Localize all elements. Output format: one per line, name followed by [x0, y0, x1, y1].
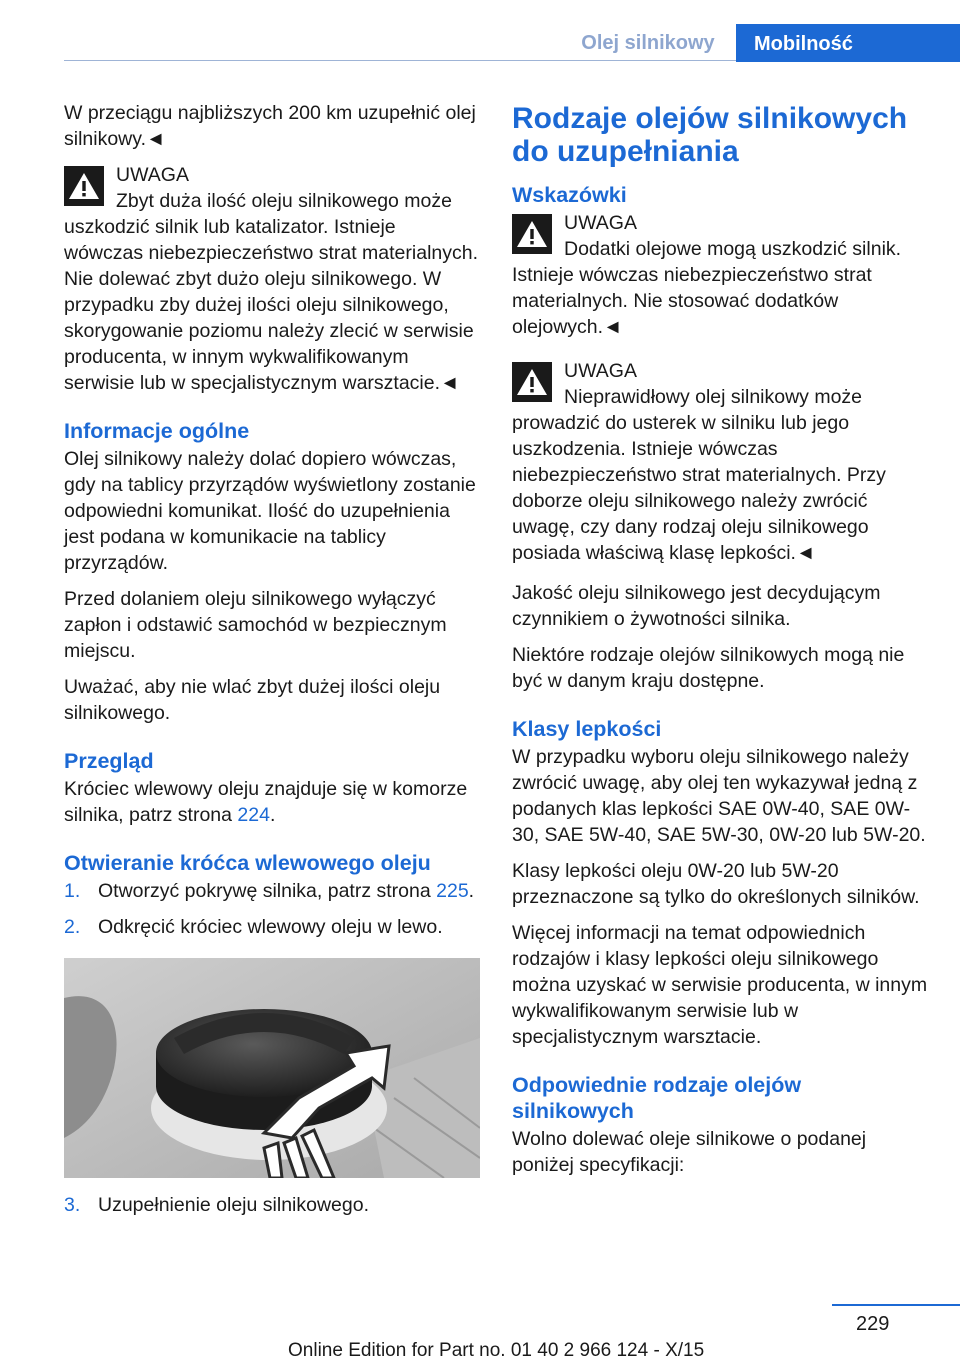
- list-item: 1. Otworzyć pokrywę silnika, patrz strona 225.: [64, 880, 475, 902]
- viscosity-heading: Klasy lepkości: [512, 717, 662, 741]
- overview-heading: Przegląd: [64, 749, 154, 773]
- warning-title: UWAGA: [564, 360, 637, 382]
- suitable-oils-heading: Odpowiednie rodzaje olejów silnikowych: [512, 1073, 802, 1123]
- right-column: [512, 100, 928, 1188]
- general-info-paragraph: Uważać, aby nie wlać zbyt dużej ilości oleju silnikowego.: [64, 676, 441, 724]
- step-number: 2.: [64, 916, 81, 938]
- steps-list-continued: [64, 1192, 478, 1218]
- step-text: Odkręcić króciec wlewowy oleju w lewo.: [98, 916, 443, 938]
- warning-block-2: [512, 210, 928, 340]
- step-number: 3.: [64, 1194, 81, 1216]
- suitable-oils-paragraph: Wolno dolewać oleje silnikowe o podanej poniżej specyfikacji:: [512, 1128, 867, 1176]
- steps-list: [64, 878, 478, 940]
- header-rule: [64, 60, 736, 61]
- header-chapter-tab[interactable]: Mobilność: [736, 24, 960, 62]
- list-item: [64, 914, 478, 940]
- warning-text: Zbyt duża ilość oleju silnikowego może uszkodzić silnik lub katalizator. Istnieje wówczas niebezpieczeństwo strat materialnych. Nie dolewać zbyt dużo oleju silnikowego. W przypadku zby dużej ilości oleju silnikowego, skorygowanie poziomu należy zlecić w serwisie producenta, w innym wykwalifikowanym serwisie lub w specjalistycznym warsztacie.◄: [64, 190, 479, 394]
- viscosity-paragraph: Klasy lepkości oleju 0W-20 lub 5W-20 przeznaczone są tylko do określonych silników.: [512, 860, 920, 908]
- warning-icon: [64, 166, 104, 206]
- availability-paragraph: Niektóre rodzaje olejów silnikowych mogą nie być w danym kraju dostępne.: [512, 644, 905, 692]
- warning-icon: [512, 362, 552, 402]
- quality-paragraph: Jakość oleju silnikowego jest decydującym czynnikiem o żywotności silnika.: [512, 582, 881, 630]
- viscosity-paragraph: Więcej informacji na temat odpowiednich rodzajów i klasy lepkości oleju silnikowego można uzyskać w serwisie producenta, w innym wykwalifikowanym serwisie lub w specjalistycznym warsztacie.: [512, 922, 928, 1048]
- hints-heading: Wskazówki: [512, 183, 627, 207]
- warning-block-1: [64, 162, 478, 396]
- warning-icon: [512, 214, 552, 254]
- warning-text: Dodatki olejowe mogą uszkodzić silnik. Istnieje wówczas niebezpieczeństwo strat materialnych. Nie stosować dodatków olejowych.◄: [512, 238, 902, 338]
- list-item: [64, 1192, 478, 1218]
- left-column: [64, 100, 478, 1228]
- viscosity-paragraph: W przypadku wyboru oleju silnikowego należy zwrócić uwagę, aby olej ten wykazywał jedną z podanych klas lepkości SAE 0W-40, SAE 0W-30, SAE 5W-40, SAE 5W-30, 0W-20 lub 5W-20.: [512, 746, 926, 846]
- general-info-paragraph: Przed dolaniem oleju silnikowego wyłączyć zapłon i odstawić samochód w bezpiecznym miejscu.: [64, 588, 447, 662]
- intro-text: W przeciągu najbliższych 200 km uzupełnić olej silnikowy.◄: [64, 102, 476, 150]
- edition-note: Online Edition for Part no. 01 40 2 966 124 - X/15: [288, 1340, 705, 1361]
- overview-paragraph: Króciec wlewowy oleju znajduje się w komorze silnika, patrz strona 224.: [64, 778, 468, 826]
- page-link-225[interactable]: 225: [436, 880, 469, 902]
- step-number: 1.: [64, 880, 81, 902]
- footer-rule: [832, 1304, 960, 1306]
- warning-text: Nieprawidłowy olej silnikowy może prowadzić do usterek w silniku lub jego uszkodzenia. Istnieje wówczas niebezpieczeństwo strat materialnych. Przy doborze oleju silnikowego należy zwrócić uwagę, czy dany rodzaj oleju silnikowego posiada właściwą klasę lepkości.◄: [512, 386, 886, 564]
- step-text: Otworzyć pokrywę silnika, patrz strona: [98, 880, 431, 902]
- oil-filler-cap-photo: [64, 958, 480, 1178]
- page-number: 229: [856, 1313, 890, 1335]
- section-title: Rodzaje olejów silnikowych do uzupełniania: [512, 102, 908, 168]
- warning-block-3: [512, 358, 928, 566]
- warning-title: UWAGA: [116, 164, 189, 186]
- general-info-heading: Informacje ogólne: [64, 419, 250, 443]
- open-filler-heading: Otwieranie króćca wlewowego oleju: [64, 851, 431, 875]
- overview-text: Króciec wlewowy oleju znajduje się w komorze silnika, patrz strona: [64, 778, 468, 826]
- page-link-224[interactable]: 224: [237, 804, 270, 826]
- step-text: Uzupełnienie oleju silnikowego.: [98, 1194, 370, 1216]
- header-section-title: Olej silnikowy: [581, 32, 715, 54]
- warning-title: UWAGA: [564, 212, 637, 234]
- general-info-paragraph: Olej silnikowy należy dolać dopiero wówczas, gdy na tablicy przyrządów wyświetlony zostanie odpowiedni komunikat. Ilość do uzupełnienia jest podana w komunikacie na tablicy przyrządów.: [64, 448, 476, 574]
